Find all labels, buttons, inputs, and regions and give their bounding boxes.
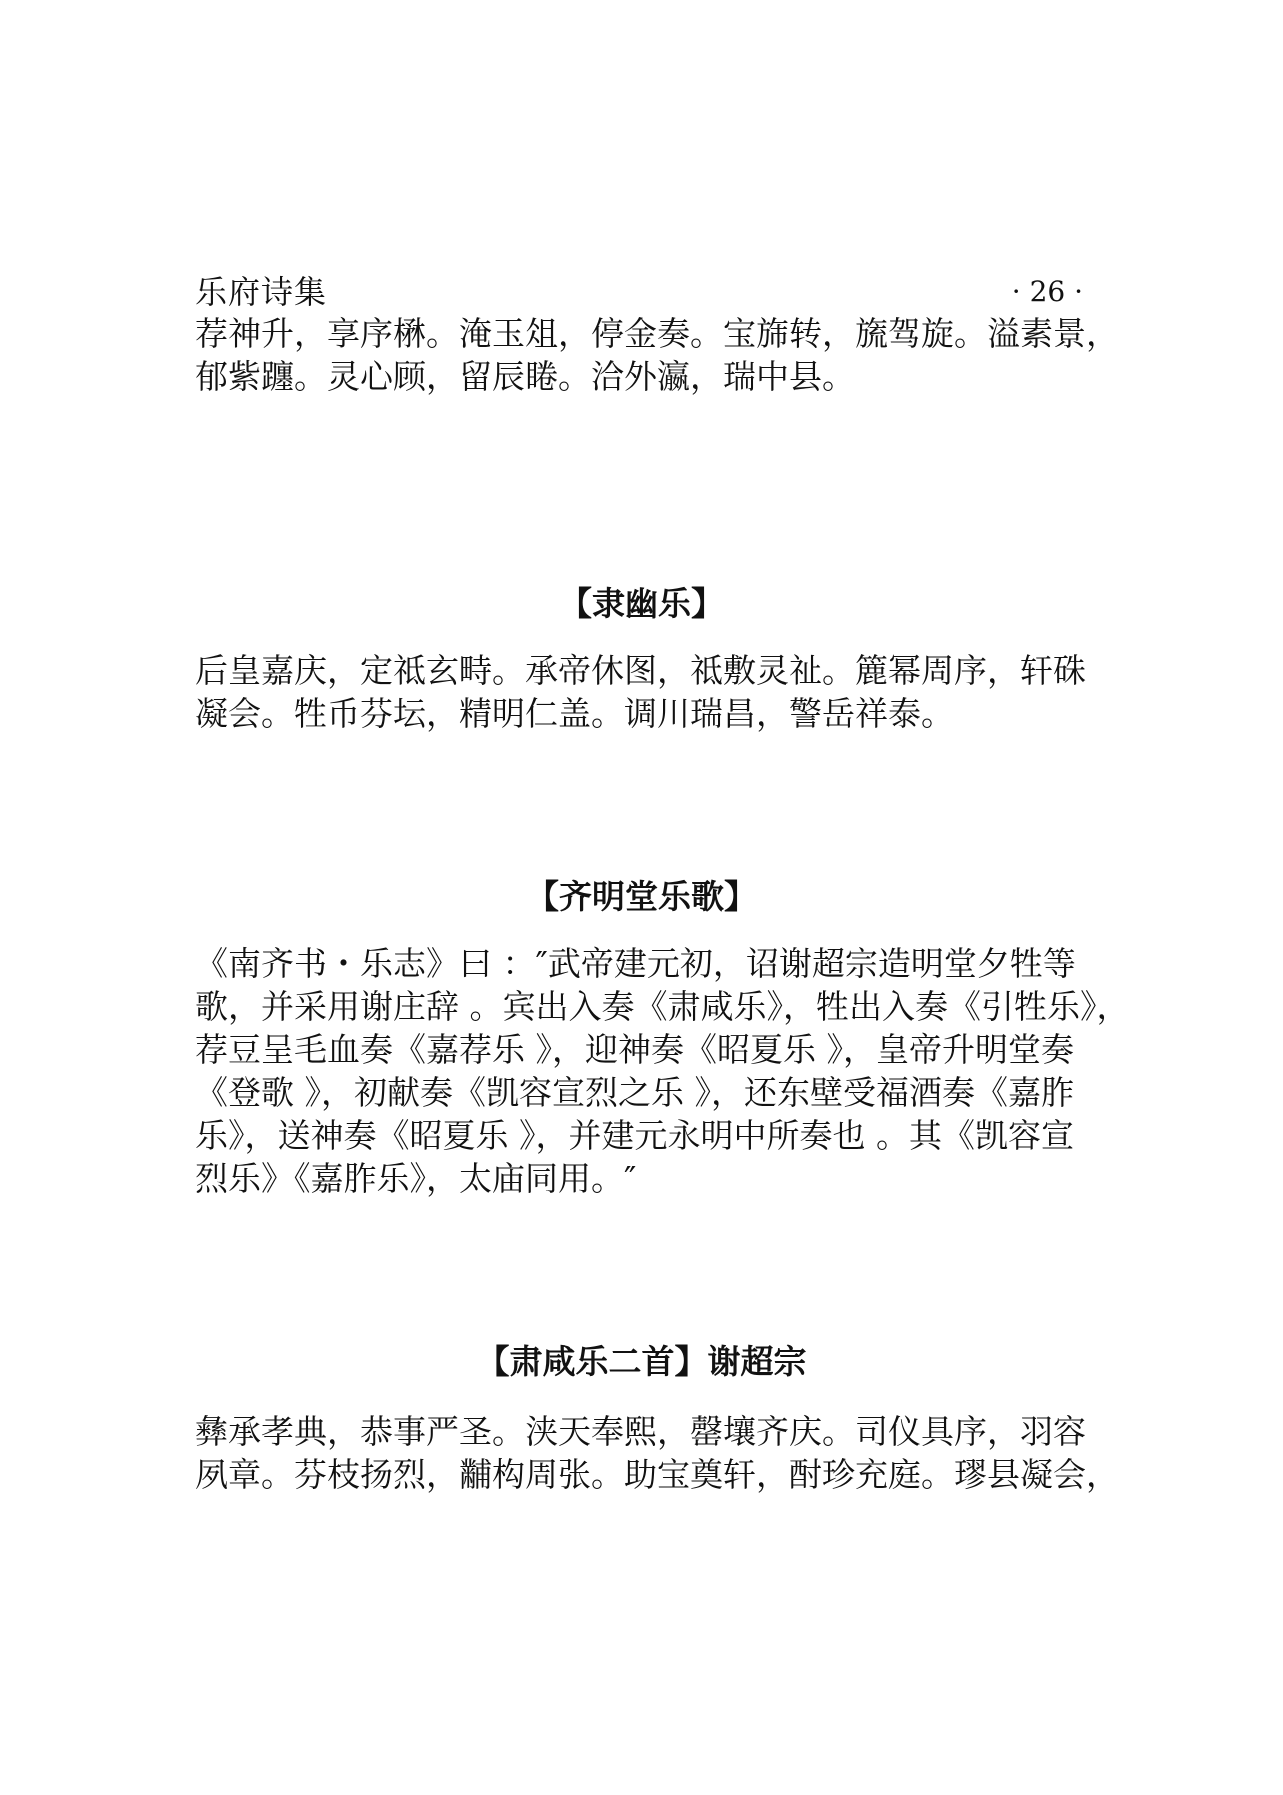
- section-heading: 【齐明堂乐歌】: [526, 877, 757, 916]
- poem-paragraph: [195, 1410, 1119, 1496]
- poem-paragraph: [195, 312, 1119, 398]
- text-line: 凝会。牲币芬坛，精明仁盖。调川瑞昌，警岳祥泰。: [195, 694, 954, 733]
- section-heading: 【肃咸乐二首】谢超宗: [476, 1342, 807, 1381]
- text-line: 郁紫躔。灵心顾，留辰睠。洽外瀛，瑞中县。: [195, 357, 855, 396]
- book-title: 乐府诗集: [195, 273, 328, 311]
- text-line: 《南齐书・乐志》曰 ：″武帝建元初，诏谢超宗造明堂夕牲等: [195, 944, 1076, 983]
- section-heading: 【隶幽乐】: [559, 584, 724, 623]
- text-line: 歌，并采用谢庄辞 。宾出入奏《肃咸乐》，牲出入奏《引牲乐》，: [195, 987, 1130, 1026]
- text-line: 《登歌 》，初献奏《凯容宣烈之乐 》，还东壁受福酒奏《嘉胙: [195, 1073, 1074, 1112]
- text-line: 荐神升，享序楙。淹玉俎，停金奏。宝旆转，旒驾旋。溢素景，: [195, 314, 1119, 353]
- text-line: 后皇嘉庆，定祗玄畤。承帝休图，祗敷灵祉。簏幂周序，轩硃: [195, 651, 1086, 690]
- preface-paragraph: [195, 942, 1130, 1200]
- text-line: 彝承孝典，恭事严圣。浃天奉熙，罄壤齐庆。司仪具序，羽容: [195, 1412, 1086, 1451]
- text-line: 夙章。芬枝扬烈，黼构周张。助宝奠轩，酎珍充庭。璆县凝会，: [195, 1455, 1119, 1494]
- page-header: [195, 268, 1083, 316]
- text-line: 乐》，送神奏《昭夏乐 》，并建元永明中所奏也 。其《凯容宣: [195, 1116, 1074, 1155]
- text-line: 荐豆呈毛血奏《嘉荐乐 》，迎神奏《昭夏乐 》，皇帝升明堂奏: [195, 1030, 1074, 1069]
- page-number: · 26 ·: [1011, 275, 1083, 308]
- poem-paragraph: [195, 649, 1105, 735]
- text-line: 烈乐》《嘉胙乐》，太庙同用。″: [195, 1159, 637, 1198]
